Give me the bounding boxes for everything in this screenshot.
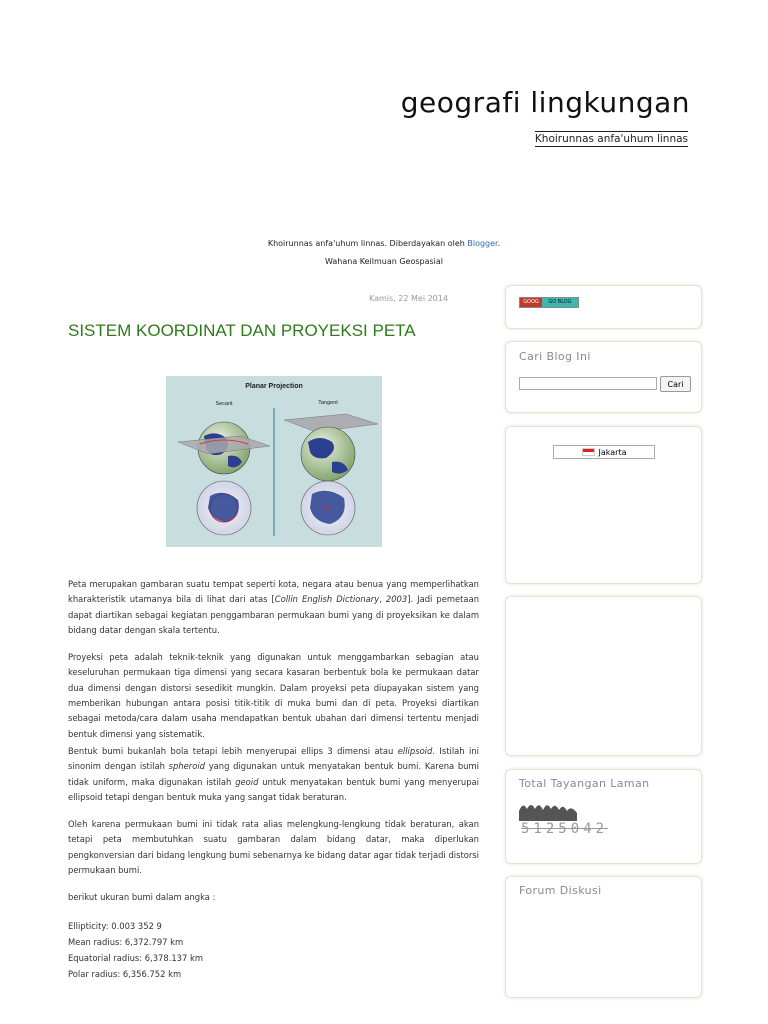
post-body (68, 577, 479, 982)
stat-mean-radius: Mean radius: 6,372.797 km (68, 936, 184, 947)
search-button[interactable]: Cari (660, 376, 691, 392)
paragraph-conversion: Oleh karena permukaan bumi ini tidak rata alias melengkung-lengkung tidak beraturan, akan tetapi peta membutuhkan suatu gambaran dalam bidang datar, maka diperlukan pengkonversian dari bidang lengkung bumi sebenarnya ke bidang datar agar tidak terjadi distorsi permukaan bumi. (68, 819, 479, 876)
stat-ellipticity: Ellipticity: 0.003 352 9 (68, 920, 162, 931)
pageviews-title: Total Tayangan Laman (519, 777, 650, 790)
blogger-link[interactable]: Blogger (467, 239, 498, 248)
attribution-text: Khoirunnas anfa'uhum linnas. Diberdayakan oleh (267, 239, 468, 248)
attribution (0, 239, 768, 248)
badge-right: GO BLOG (542, 298, 578, 307)
search-widget-title: Cari Blog Ini (519, 350, 591, 363)
citation-year: 2003 (385, 594, 408, 605)
stat-equatorial-radius: Equatorial radius: 6,378.137 km (68, 952, 204, 963)
post-title[interactable]: SISTEM KOORDINAT DAN PROYEKSI PETA (68, 321, 416, 340)
post-date: Kamis, 22 Mei 2014 (369, 294, 448, 303)
pageviews-widget (505, 769, 702, 864)
term-spheroid: spheroid (168, 761, 205, 772)
term-ellipsoid: ellipsoid (397, 745, 433, 756)
blog-title[interactable]: geografi lingkungan (400, 86, 690, 119)
search-widget (505, 341, 702, 413)
citation-source: Collin English Dictionary (274, 594, 380, 605)
badge-left: GOOG (520, 298, 542, 307)
paragraph-ellipsoid: Bentuk bumi bukanlah bola tetapi lebih menyerupai ellips 3 dimensi atau ellipsoid. Istilah ini sinonim dengan istilah spheroid yang digunakan untuk menyatakan bentuk bumi. Karena bumi tidak uniform, maka digunakan istilah geoid untuk menyatakan bentuk bumi yang menyerupai ellipsoid tetapi dengan bentuk muka yang sangat tidak beraturan. (68, 745, 479, 802)
empty-widget (505, 596, 702, 756)
planar-projection-image[interactable] (166, 376, 382, 547)
paragraph-stats-intro: berikut ukuran bumi dalam angka : (68, 892, 216, 903)
image-title: Planar Projection (245, 383, 303, 390)
forum-widget (505, 876, 702, 998)
forum-title: Forum Diskusi (519, 884, 602, 897)
attribution-suffix: . (497, 239, 501, 248)
flag-icon (582, 448, 595, 456)
pageviews-count: 5125042 (521, 821, 609, 837)
image-label-secant: Secant (215, 401, 233, 407)
stat-polar-radius: Polar radius: 6,356.752 km (68, 968, 182, 979)
city-selector[interactable] (553, 445, 655, 459)
paragraph-definition: Peta merupakan gambaran suatu tempat seperti kota, negara atau benua yang memperlihatkan kharakteristik utamanya bila di lihat dari atas [Collin English Dictionary, 2003]. Jadi pemetaan dapat diartikan sebagai kegiatan penggambaran permukaan bumi yang di proyeksikan ke dalam bidang datar dengan skala tertentu. (68, 579, 480, 635)
search-input[interactable] (519, 377, 657, 390)
badge-widget (505, 285, 702, 329)
blog-tagline: Wahana Keilmuan Geospasial (324, 257, 444, 266)
blog-description: Khoirunnas anfa'uhum linnas (534, 133, 688, 145)
blog-badge[interactable] (519, 297, 579, 308)
term-geoid: geoid (235, 776, 259, 787)
image-label-tangent: Tangent (318, 400, 338, 406)
location-widget (505, 426, 702, 584)
paragraph-projection: Proyeksi peta adalah teknik-teknik yang digunakan untuk menggambarkan sebagian atau keseluruhan permukaan tiga dimensi yang secara kasaran berbentuk bola ke permukaan datar dua dimensi dengan distorsi sesedikit mungkin. Dalam proyeksi peta diupayakan sistem yang memberikan hubungan antara posisi titik-titik di muka bumi dan di peta. Proyeksi diartikan sebagai metoda/cara dalam usaha mendapatkan bentuk ubahan dari dimensi tertentu menjadi bentuk dimensi yang sistematik. (68, 652, 479, 739)
city-name: Jakarta (598, 447, 627, 457)
pageviews-sparkline (519, 799, 577, 821)
